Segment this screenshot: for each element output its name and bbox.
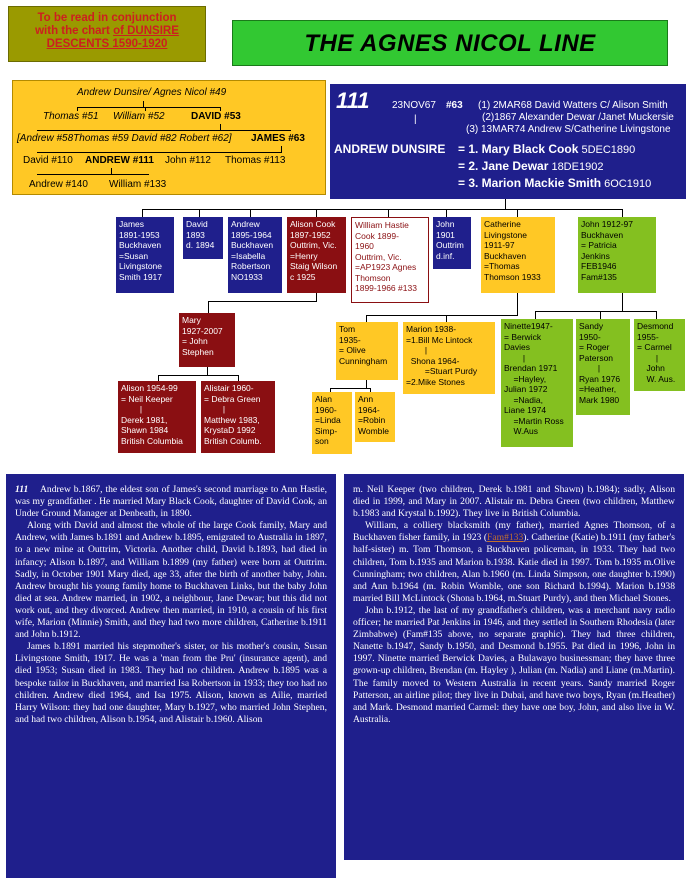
note-line-2a: with the chart [35,25,114,37]
ancestry-tree [12,80,326,195]
tree-john112: John #112 [165,155,211,166]
wife-1: = 1. Mary Black Cook [458,142,579,156]
connector-line [535,311,536,319]
page-title: THE AGNES NICOL LINE [232,20,668,66]
fam133-link[interactable]: Fam#133 [487,532,524,544]
connector-line [199,209,200,217]
tree-andrew111: ANDREW #111 [85,155,154,166]
grandchild-tom: Tom 1935- = Olive Cunningham [336,322,398,380]
parents-marriage-1: (1) 2MAR68 David Watters C/ Alison Smith [478,100,668,111]
connector-line [600,311,601,319]
connector-line [622,209,623,217]
note-line-1: To be read in conjunction [37,12,177,24]
child-andrew: Andrew 1895-1964 Buckhaven =Isabella Robertson NO1933 [228,217,282,293]
grandchild-desmond: Desmond 1955- = Carmel | John W. Aus. [634,319,685,391]
connector-line [446,209,447,217]
great-grandchild-ann: Ann 1964- =Robin Womble [355,392,395,442]
tree-thomas113: Thomas #113 [225,155,286,166]
paragraph [353,520,675,605]
birth-date: 23NOV67 [392,100,436,111]
connector-line [208,301,317,302]
tree-james: JAMES #63 [251,133,305,144]
connector-line [158,375,238,376]
child-david: David 1893 d. 1894 [183,217,223,259]
paragraph: John b.1912, the last of my grandfather's children, was a merchant navy radio officer; he married Pat Jenkins in 1946, and they settled in Southern Rhodesia (later Zimbabwe) (Fam#135 above, no separate graphic). They had three children, Nanette b.1947, Sandy b.1950, and Desmond b.1955. Pat died in 1996, John in 1997. Ninette married Berwick Davies, a Bulawayo businessman; they have three grown-up children, Brendan (m. Hayley ), Julian (m. Nadia) and Liane (m.Martin). The family moved to Western Australia in recent years. Sandy married Roger Patterson, an airline pilot; they live in Dubai, and have two boys, Ryan (m.Heather) and Mark. Desmond married Carmel: they have one boy, John, and also live in W. Australia. [353,604,675,725]
connector-line [208,301,209,313]
child-john-1912: John 1912-97 Buckhaven = Patricia Jenkins FEB1946 Fam#135 [578,217,656,293]
wife-3: = 3. Marion Mackie Smith [458,176,602,190]
tree-william133: William #133 [109,179,167,190]
note-line-3[interactable] [9,38,205,51]
great-grandchild-alan: Alan 1960- =Linda Simp- son [312,392,352,454]
note-line-2 [9,25,205,38]
child-william [351,217,429,303]
parents-marriage-3: (3) 13MAR74 Andrew S/Catherine Livingstone [466,124,671,135]
connector-line [622,293,623,311]
grandchild-sandy: Sandy 1950- = Roger Paterson | Ryan 1976 =Heather, Mark 1980 [576,319,630,415]
connector-line [535,311,657,312]
child-john-1901: John 1901 Outtrim d.inf. [433,217,471,269]
grandchild-ninette: Ninette1947- = Berwick Davies | Brendan 1971 =Hayley, Julian 1972 =Nadia, Liane 1974 =Martin Ross W.Aus [501,319,573,447]
tree-line [37,130,291,131]
wife-2-date: 18DE1902 [548,161,604,173]
tree-row3: [Andrew #58Thomas #59 David #82 Robert #62] [17,133,232,144]
wife-3-date: 6OC1910 [601,178,652,190]
connector-line [366,380,367,388]
andrew-dunsire-box [330,84,686,199]
narrative-right [344,474,684,860]
dunsire-chart-link[interactable]: of DUNSIRE [113,25,179,37]
connector-line [330,388,370,389]
tree-line [77,107,221,108]
paragraph-text: ). Catherine (Katie) b.1911 (my father's half-sister) m. Tom Thomson, a Buckhaven policeman, in 1933. They had two children, Tom b.1935 and Marion b.1938. Katie died in 1997. Tom b.1935 m.Olive Cunningham; two children, Alan b.1960 (m. Linda Simpson, one daughter b.1990) and Ann b.1964 (m. Robin Womble, one son Richard b.1994). Marion b.1938 married Bill McLintock (Shona b.1964, m.Stuart Purdy), and then Michael Stones. [353,532,675,604]
paragraph-text: William, a colliery blacksmith (my father), married Agnes Thomson, of a Buckhaven fisher family, in 1923 ( [353,520,675,544]
family-ref: #63 [446,100,463,111]
tree-andrew140: Andrew #140 [29,179,88,190]
paragraph: m. Neil Keeper (two children, Derek b.1981 and Shawn) b.1984); sadly, Alison died in 1999, and Mary in 2007. Alistair m. Debra Green (two children, Matthew b.1983 and Krystal b.1992). They live in British Columbia. [353,484,675,520]
tree-william: William #52 [113,111,165,122]
tree-line [37,152,282,153]
child-james: James 1891-1953 Buckhaven =Susan Livingstone Smith 1917 [116,217,174,293]
paragraph-text: Andrew b.1867, the eldest son of James's second marriage to Ann Hastie, was my grandfather . He married Mary Black Cook, daughter of David Cook, an Under Ground Manager at Denbeath, in 1890. [15,484,328,520]
wife-2: = 2. Jane Dewar [458,159,549,173]
child-alison: Alison Cook 1897-1952 Outtrim, Vic. =Henry Staig Wilson c 1925 [287,217,346,293]
connector-line [207,367,208,375]
connector-line [250,209,251,217]
paragraph: Along with David and almost the whole of the large Cook family, Mary and Andrew, with James b.1891 and Andrew b.1895, emigrated to Australia in 1897, to a new mine at Outtrim, Victoria. Another child, David b.1893, had died in infancy; Alison b.1897, and William b.1899 (my father) were born at Outtrim. Sadly, in October 1901 Mary died, age 33, after the birth of another baby, John. Andrew brought his young family home to Buckhaven Links, but the baby John died at sea. Andrew married, in 1902, a neighbour, Jane Dewar; but this did not work out, and they divorced. Andrew then married, in 1910, a cousin of his first wife, Marion (Minnie) Smith, and they had two more children, Catherine b.1911 and John b.1912. [15,520,327,641]
lead-number: 111 [15,484,29,495]
person-number: 111 [336,88,370,113]
connector-line [316,293,317,301]
connector-line [388,209,389,217]
tree-thomas: Thomas #51 [43,111,99,122]
connector-bar: | [414,114,417,125]
connector-line [366,315,367,322]
connector-line [316,209,317,217]
tree-david110: David #110 [23,155,73,166]
descents-link[interactable]: DESCENTS 1590-1920 [46,38,168,50]
person-name: ANDREW DUNSIRE [334,142,446,156]
child-catherine: Catherine Livingstone 1911-97 Buckhaven =Thomas Thomson 1933 [481,217,555,293]
paragraph [15,484,327,520]
conjunction-note [8,6,206,62]
connector-line [505,199,506,209]
tree-line [37,174,149,175]
connector-line [517,293,518,315]
tree-gen1: Andrew Dunsire/ Agnes Nicol #49 [77,87,227,98]
tree-david: DAVID #53 [191,111,241,122]
wife-1-date: 5DEC1890 [578,144,636,156]
narrative-left [6,474,336,878]
grandchild-marion: Marion 1938- =1.Bill Mc Lintock | Shona 1964- =Stuart Purdy =2.Mike Stones [403,322,495,394]
connector-line [366,315,518,316]
paragraph: James b.1891 married his stepmother's sister, or his mother's cousin, Susan Livingstone Smith, 1917. He was a 'man from the Pru' (insurance agent), and died 1953; Susan died in 1983. They had no children. Andrew b.1895 was a bespoke tailor in Buckhaven, and married Isa Robertson in 1933; they too had no children. Andrew died 1964, and Isa 1975. Alison, known as Ailie, married Harry Wilson: they had one daughter, Mary b.1927, who married John Stephen, and had two children, Alison b.1954, and Alistair b.1960. Alison [15,641,327,725]
child-william-text: William Hastie Cook 1899- 1960 Outtrim, Vic. =AP1923 Agnes Thomson 1899-1966 #133 [355,220,417,293]
great-grandchild-alistair: Alistair 1960- = Debra Green | Matthew 1983, KrystaD 1992 British Columb. [201,381,275,453]
connector-line [446,315,447,322]
parents-marriage-2: (2)1867 Alexander Dewar /Janet Muckersie [482,112,674,123]
connector-line [656,311,657,319]
grandchild-mary: Mary 1927-2007 = John Stephen [179,313,235,367]
connector-line [517,209,518,217]
great-grandchild-alison: Alison 1954-99 = Neil Keeper | Derek 1981, Shawn 1984 British Columbia [118,381,196,453]
connector-line [142,209,143,217]
connector-line [142,209,622,210]
